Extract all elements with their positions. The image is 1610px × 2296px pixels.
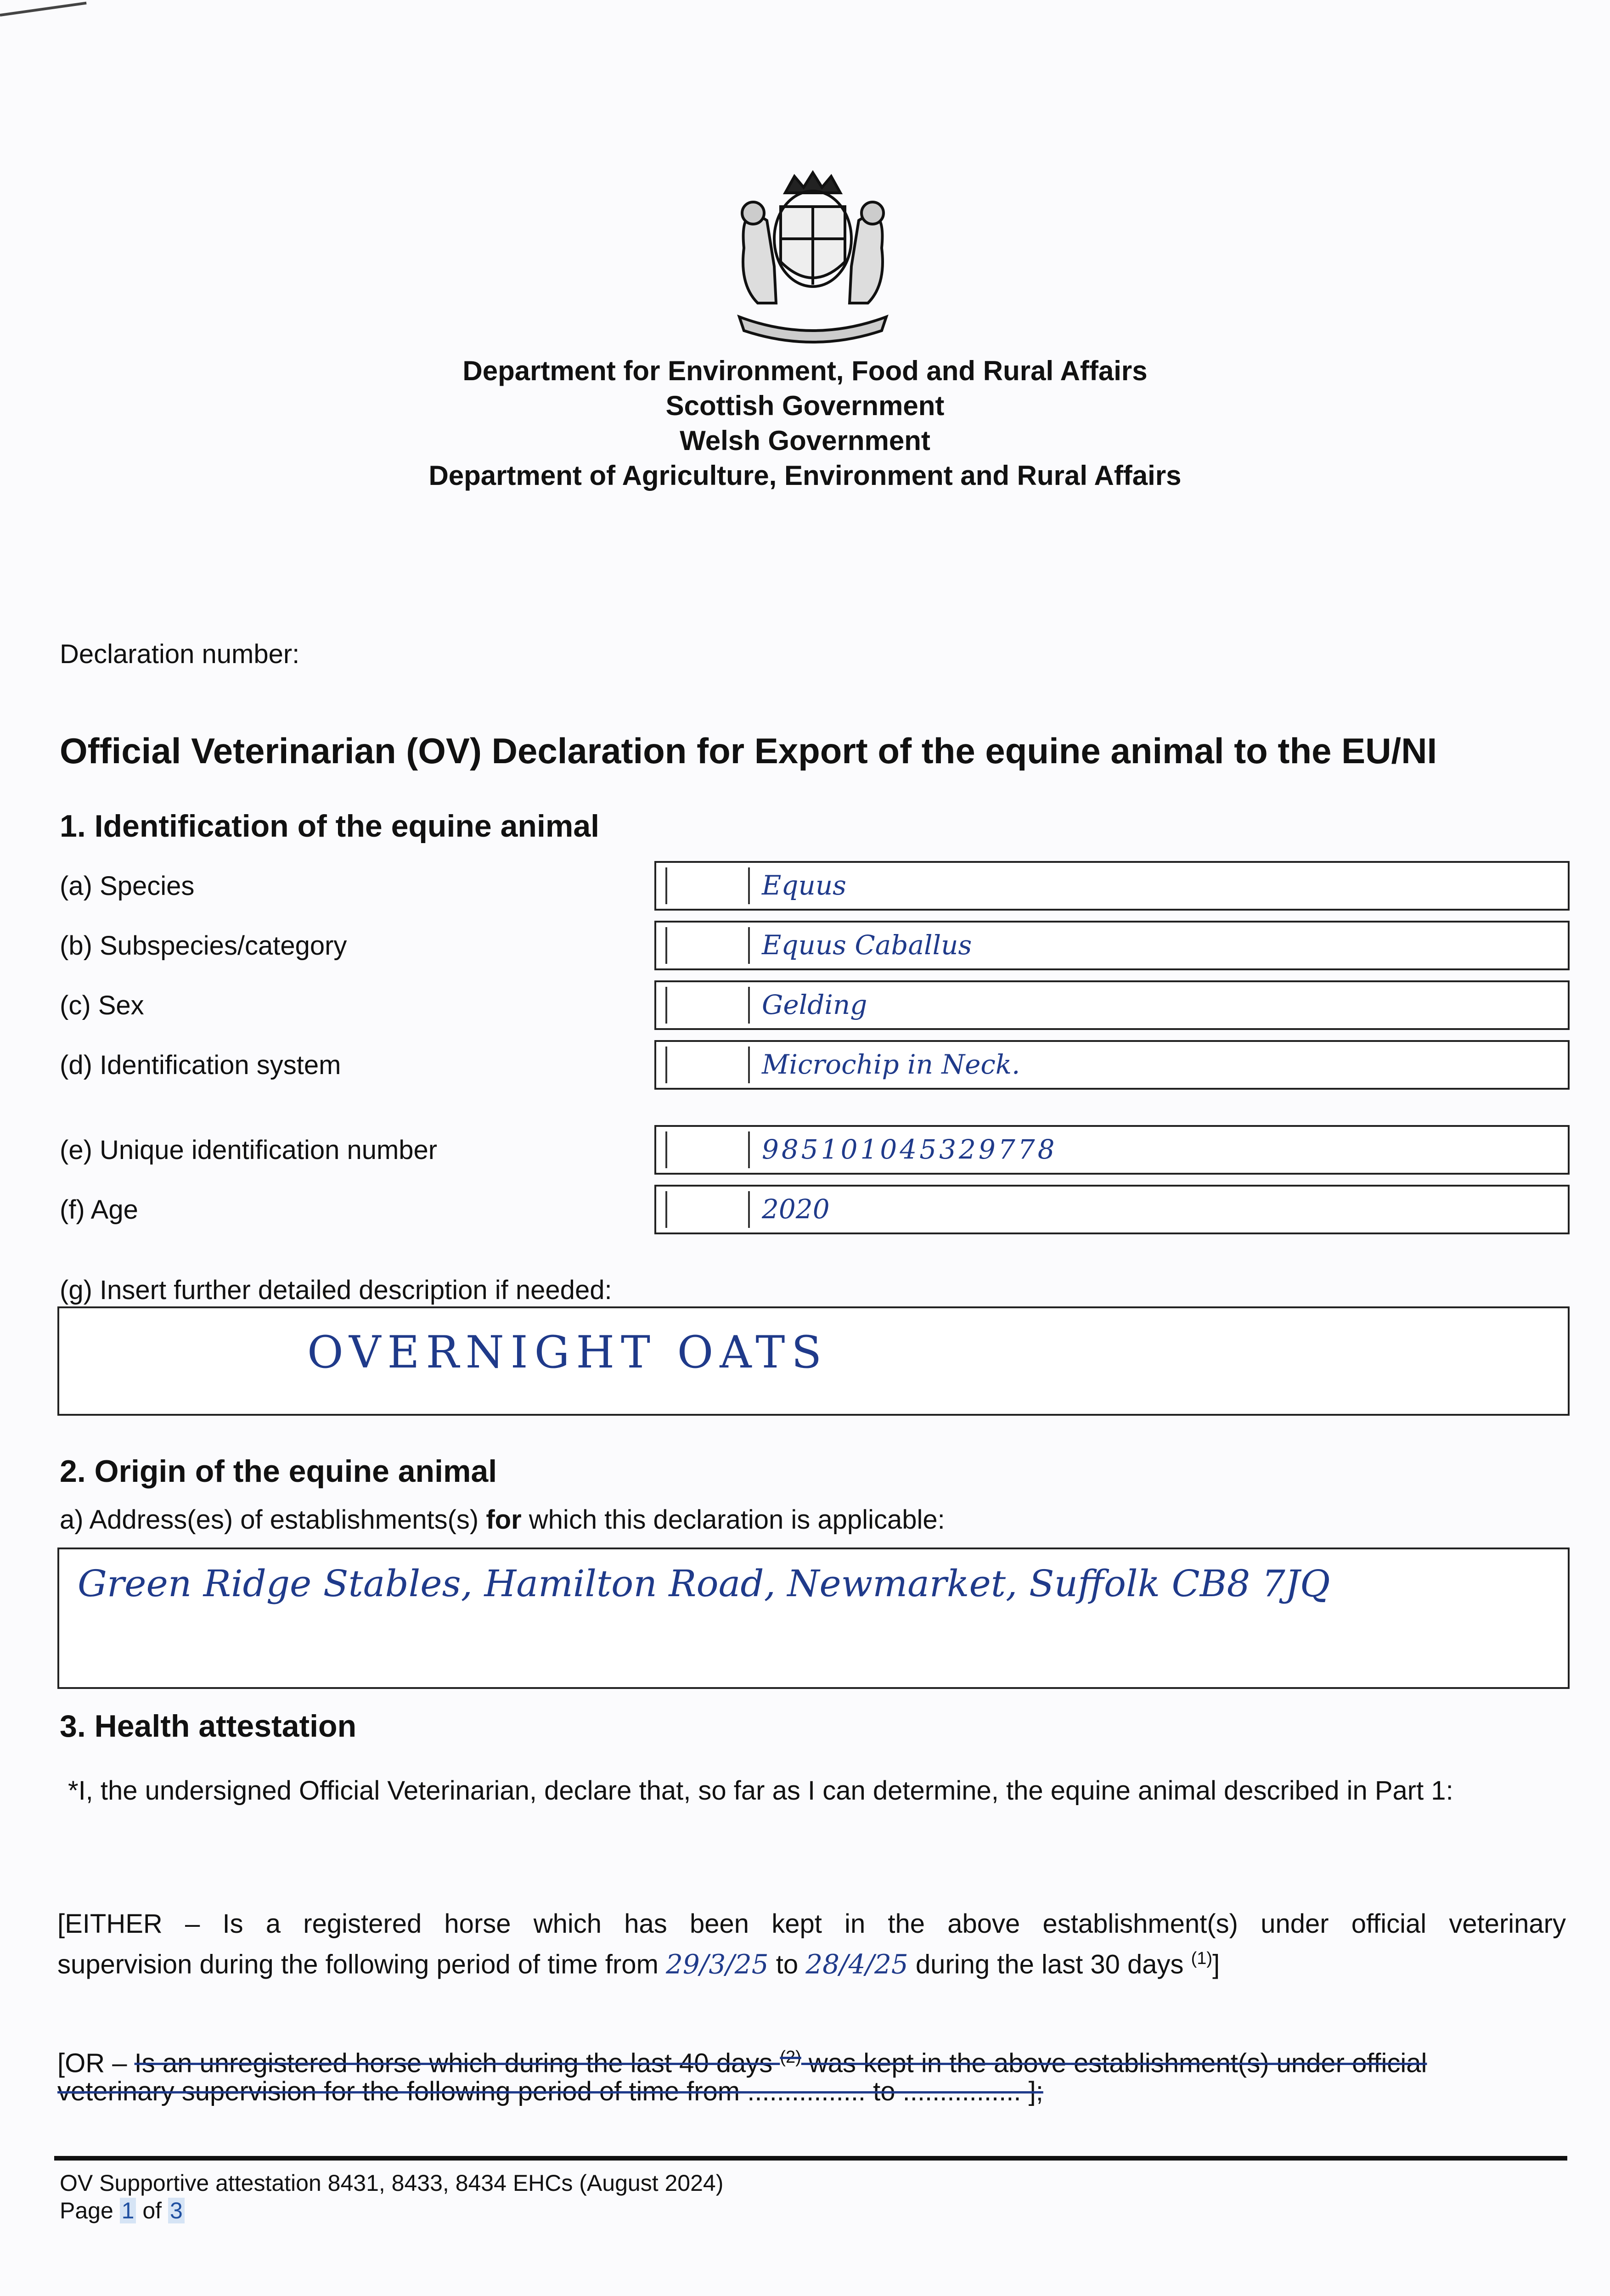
address-value: Green Ridge Stables, Hamilton Road, Newmarket, Suffolk CB8 7JQ <box>78 1562 1330 1605</box>
page-title: Official Veterinarian (OV) Declaration for Export of the equine animal to the EU/NI <box>60 731 1437 771</box>
section1-heading: 1. Identification of the equine animal <box>60 809 600 844</box>
sex-field[interactable] <box>654 980 1570 1030</box>
period-to-date[interactable]: 28/4/25 <box>805 1948 908 1980</box>
identification-system-field[interactable] <box>654 1040 1570 1090</box>
period-from-date[interactable]: 29/3/25 <box>666 1948 769 1980</box>
uid-field[interactable] <box>654 1125 1570 1175</box>
uid-value: 985101045329778 <box>762 1134 1058 1165</box>
dept-daera: Department of Agriculture, Environment and Rural Affairs <box>428 460 1182 491</box>
sex-value: Gelding <box>762 989 867 1020</box>
dept-defra: Department for Environment, Food and Rural Affairs <box>462 355 1148 386</box>
description-field[interactable] <box>57 1306 1570 1416</box>
subspecies-value: Equus Caballus <box>762 929 972 961</box>
either-line1: [EITHER – Is a registered horse which has been kept in the above establishment(s) under official veterinary <box>57 1909 1566 1939</box>
page-number: Page 1 of 3 <box>60 2197 185 2224</box>
either-line2: supervision during the following period of time from 29/3/25 to 28/4/25 during the last 30 days $^{(1)}$] <box>57 1948 1220 1980</box>
sex-label: (c) Sex <box>60 990 144 1020</box>
royal-coat-of-arms-icon <box>703 165 923 349</box>
age-value: 2020 <box>762 1193 830 1225</box>
or-line2: veterinary supervision for the following period of time from ................ to ................ ]; <box>57 2077 1043 2106</box>
address-field[interactable] <box>57 1548 1570 1689</box>
species-field[interactable] <box>654 861 1570 911</box>
description-label: (g) Insert further detailed description if needed: <box>60 1275 612 1305</box>
subspecies-field[interactable] <box>654 921 1570 970</box>
subspecies-label: (b) Subspecies/category <box>60 931 347 961</box>
dept-scottish-government: Scottish Government <box>665 390 945 421</box>
or-line1: [OR – Is an unregistered horse which during the last 40 days $^{(2)}$ was kept in the above establishment(s) under official <box>57 2048 1427 2078</box>
identification-system-value: Microchip in Neck. <box>762 1049 1020 1080</box>
age-label: (f) Age <box>60 1195 138 1225</box>
declaration-number-label: Declaration number: <box>60 639 300 669</box>
description-value: OVERNIGHT OATS <box>307 1327 828 1378</box>
species-value: Equus <box>762 870 846 901</box>
species-label: (a) Species <box>60 871 195 901</box>
identification-system-label: (d) Identification system <box>60 1050 341 1080</box>
age-field[interactable] <box>654 1185 1570 1234</box>
section2-heading: 2. Origin of the equine animal <box>60 1454 497 1489</box>
footer-rule <box>54 2156 1567 2161</box>
footer-reference: OV Supportive attestation 8431, 8433, 8434 EHCs (August 2024) <box>60 2170 724 2196</box>
section3-heading: 3. Health attestation <box>60 1709 357 1744</box>
uid-label: (e) Unique identification number <box>60 1135 438 1165</box>
address-label: a) Address(es) of establishments(s) for which this declaration is applicable: <box>60 1505 945 1535</box>
corner-mark <box>0 2 87 17</box>
dept-welsh-government: Welsh Government <box>680 425 930 456</box>
health-intro: *I, the undersigned Official Veterinarian, declare that, so far as I can determine, the equine animal described in Part 1: <box>68 1776 1453 1806</box>
